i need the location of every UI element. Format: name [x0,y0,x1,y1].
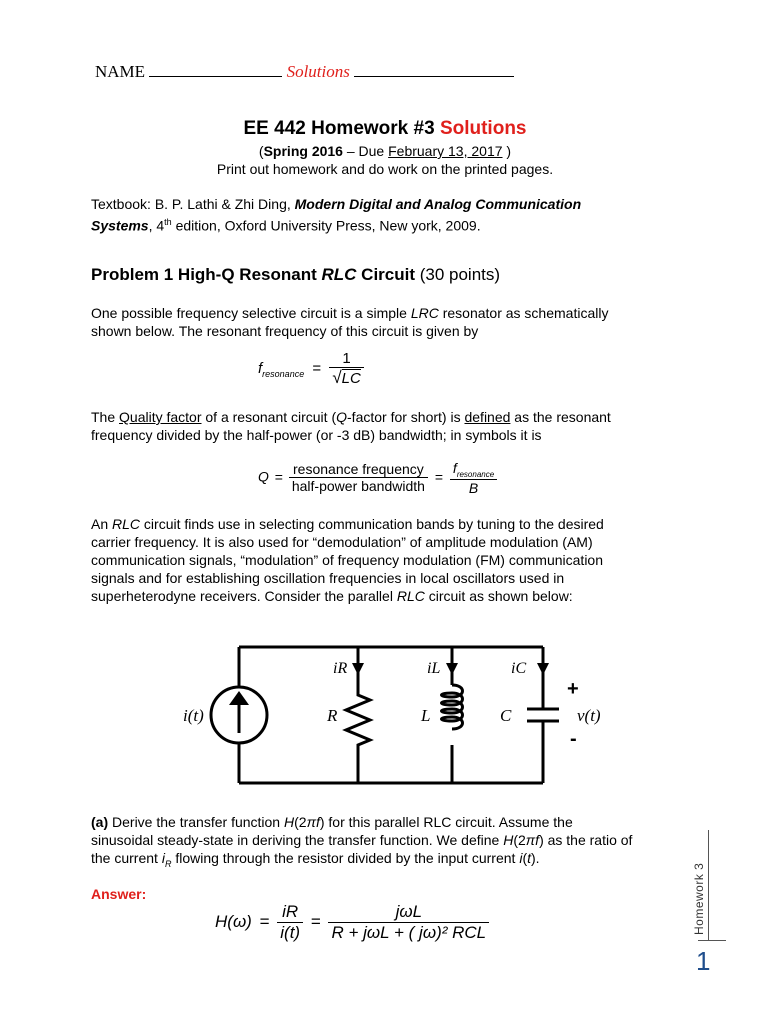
textbook-reference: Textbook: B. P. Lathi & Zhi Ding, Modern Digital and Analog Communication Systems, 4th edition, Oxford University Press, New york, 2009. [91,196,582,234]
ic-label: iC [511,660,527,677]
l-label: L [421,706,431,725]
application-paragraph: An RLC circuit finds use in selecting communication bands by tuning to the desired carrier frequency. It is also used for “demodulation” of amplitude modulation (AM) communication signals, “modulation” of frequency modulation (FM) communication signals and for establishing oscillation frequencies in local oscillators used in superheterodyne receivers. Consider the parallel RLC circuit as shown below: [91,516,604,604]
name-value: Solutions [286,62,350,81]
source-arrow-head [229,691,249,705]
sidebar-rule [708,830,709,940]
problem-heading: Problem 1 High-Q Resonant RLC Circuit (30 points) [91,265,501,284]
plus-sign: + [567,678,579,700]
page-title: EE 442 Homework #3 Solutions [243,118,527,139]
il-arrow-icon [446,663,458,675]
instructions: Print out homework and do work on the printed pages. [216,161,554,177]
v-label: v(t) [577,706,601,725]
quality-factor-paragraph: The Quality factor of a resonant circuit (Q-factor for short) is defined as the resonant frequency divided by the half-power (or -3 dB) bandwidth; in symbols it is [91,409,611,443]
intro-paragraph: One possible frequency selective circuit is a simple LRC resonator as schematically shown below. The resonant frequency of this circuit is given by [91,305,609,339]
c-label: C [500,706,512,725]
transfer-function-equation: H(ω) = $\frac{iR}{i(t)}$ = $\frac{\text{jωL}}{\text{R + jωL + ( jω)² RCL}}$ [215,902,489,943]
r-label: R [327,706,338,725]
ic-arrow-icon [537,663,549,675]
answer-label: Answer: [91,886,147,902]
ir-arrow-icon [352,663,364,675]
q-factor-equation: Q = $\frac{\text{resonance frequency}}{\text{half-power bandwidth}}$ = $\frac{f_{resonance}}{B}$ [258,460,497,496]
sidebar-hrule [698,940,726,941]
name-blank-left [149,62,282,77]
name-line [95,62,514,82]
il-label: iL [427,660,441,677]
page-number: 1 [696,946,711,976]
part-a-text: (a) Derive the transfer function H(2πf) for this parallel RLC circuit. Assume the sinusoidal steady-state in deriving the transfer function. We define H(2πf) as the ratio of the current $i_R$ flowing through the resistor divided by the input current i(t). [91,814,633,869]
source-label: i(t) [183,706,204,725]
inductor-symbol [442,685,463,729]
sidebar-homework-label: Homework 3 [692,862,706,935]
title-solutions: Solutions [439,118,527,139]
resonance-equation: $f_{resonance}$ = $\frac{1}{√LC}$ [258,350,364,388]
name-label: NAME [95,62,146,81]
semester-line: (Spring 2016 – Due February 13, 2017 ) [258,143,512,159]
minus-sign: - [570,728,577,750]
ir-label: iR [333,660,348,677]
name-blank-right [354,62,514,77]
parallel-rlc-circuit [175,635,625,795]
